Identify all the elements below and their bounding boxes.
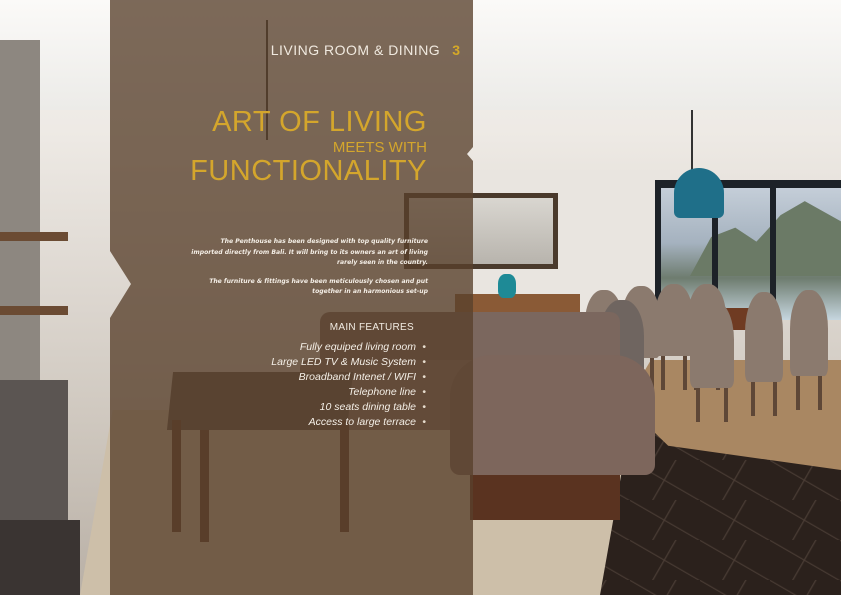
bullet-icon: •: [422, 341, 426, 353]
dining-chair: [745, 292, 783, 382]
bullet-icon: •: [422, 416, 426, 428]
features-list: [230, 340, 426, 430]
feature-item: Fully equiped living room •: [299, 341, 426, 353]
sofa-base: [470, 470, 620, 520]
headline-line-2: MEETS WITH: [332, 139, 427, 156]
bullet-icon: •: [422, 371, 426, 383]
features-title: MAIN FEATURES: [329, 322, 414, 333]
feature-item: Broadband Intenet / WIFI •: [298, 371, 426, 383]
wall-shelf: [0, 306, 68, 315]
section-title: LIVING ROOM & DINING: [270, 42, 441, 58]
intro-paragraph: The furniture & fittings have been meticulously chosen and put together in an harmonious set-up: [209, 277, 428, 295]
teal-vase: [498, 274, 516, 298]
feature-item: Large LED TV & Music System •: [271, 356, 426, 368]
tv-unit: [0, 380, 68, 520]
headline: [170, 106, 427, 186]
bullet-icon: •: [422, 386, 426, 398]
feature-item: 10 seats dining table •: [319, 401, 426, 413]
headline-line-3: FUNCTIONALITY: [190, 155, 427, 187]
dining-chair: [790, 290, 828, 376]
pendant-lamp: [674, 168, 724, 218]
sofa-arm: [450, 355, 655, 475]
dining-chair: [690, 300, 734, 388]
intro-text: [190, 237, 428, 306]
bullet-icon: •: [422, 401, 426, 413]
page-number: 3: [452, 42, 460, 58]
feature-item: Telephone line •: [348, 386, 426, 398]
page-header: [200, 42, 460, 58]
bullet-icon: •: [422, 356, 426, 368]
wall-shelf: [0, 232, 68, 241]
feature-item: Access to large terrace •: [308, 416, 426, 428]
media-cabinet: [0, 520, 80, 595]
headline-line-1: ART OF LIVING: [212, 106, 427, 138]
intro-paragraph: The Penthouse has been designed with top quality furniture imported directly from Bali. It will bring to its owners an art of living rarely seen in the country.: [191, 238, 428, 266]
